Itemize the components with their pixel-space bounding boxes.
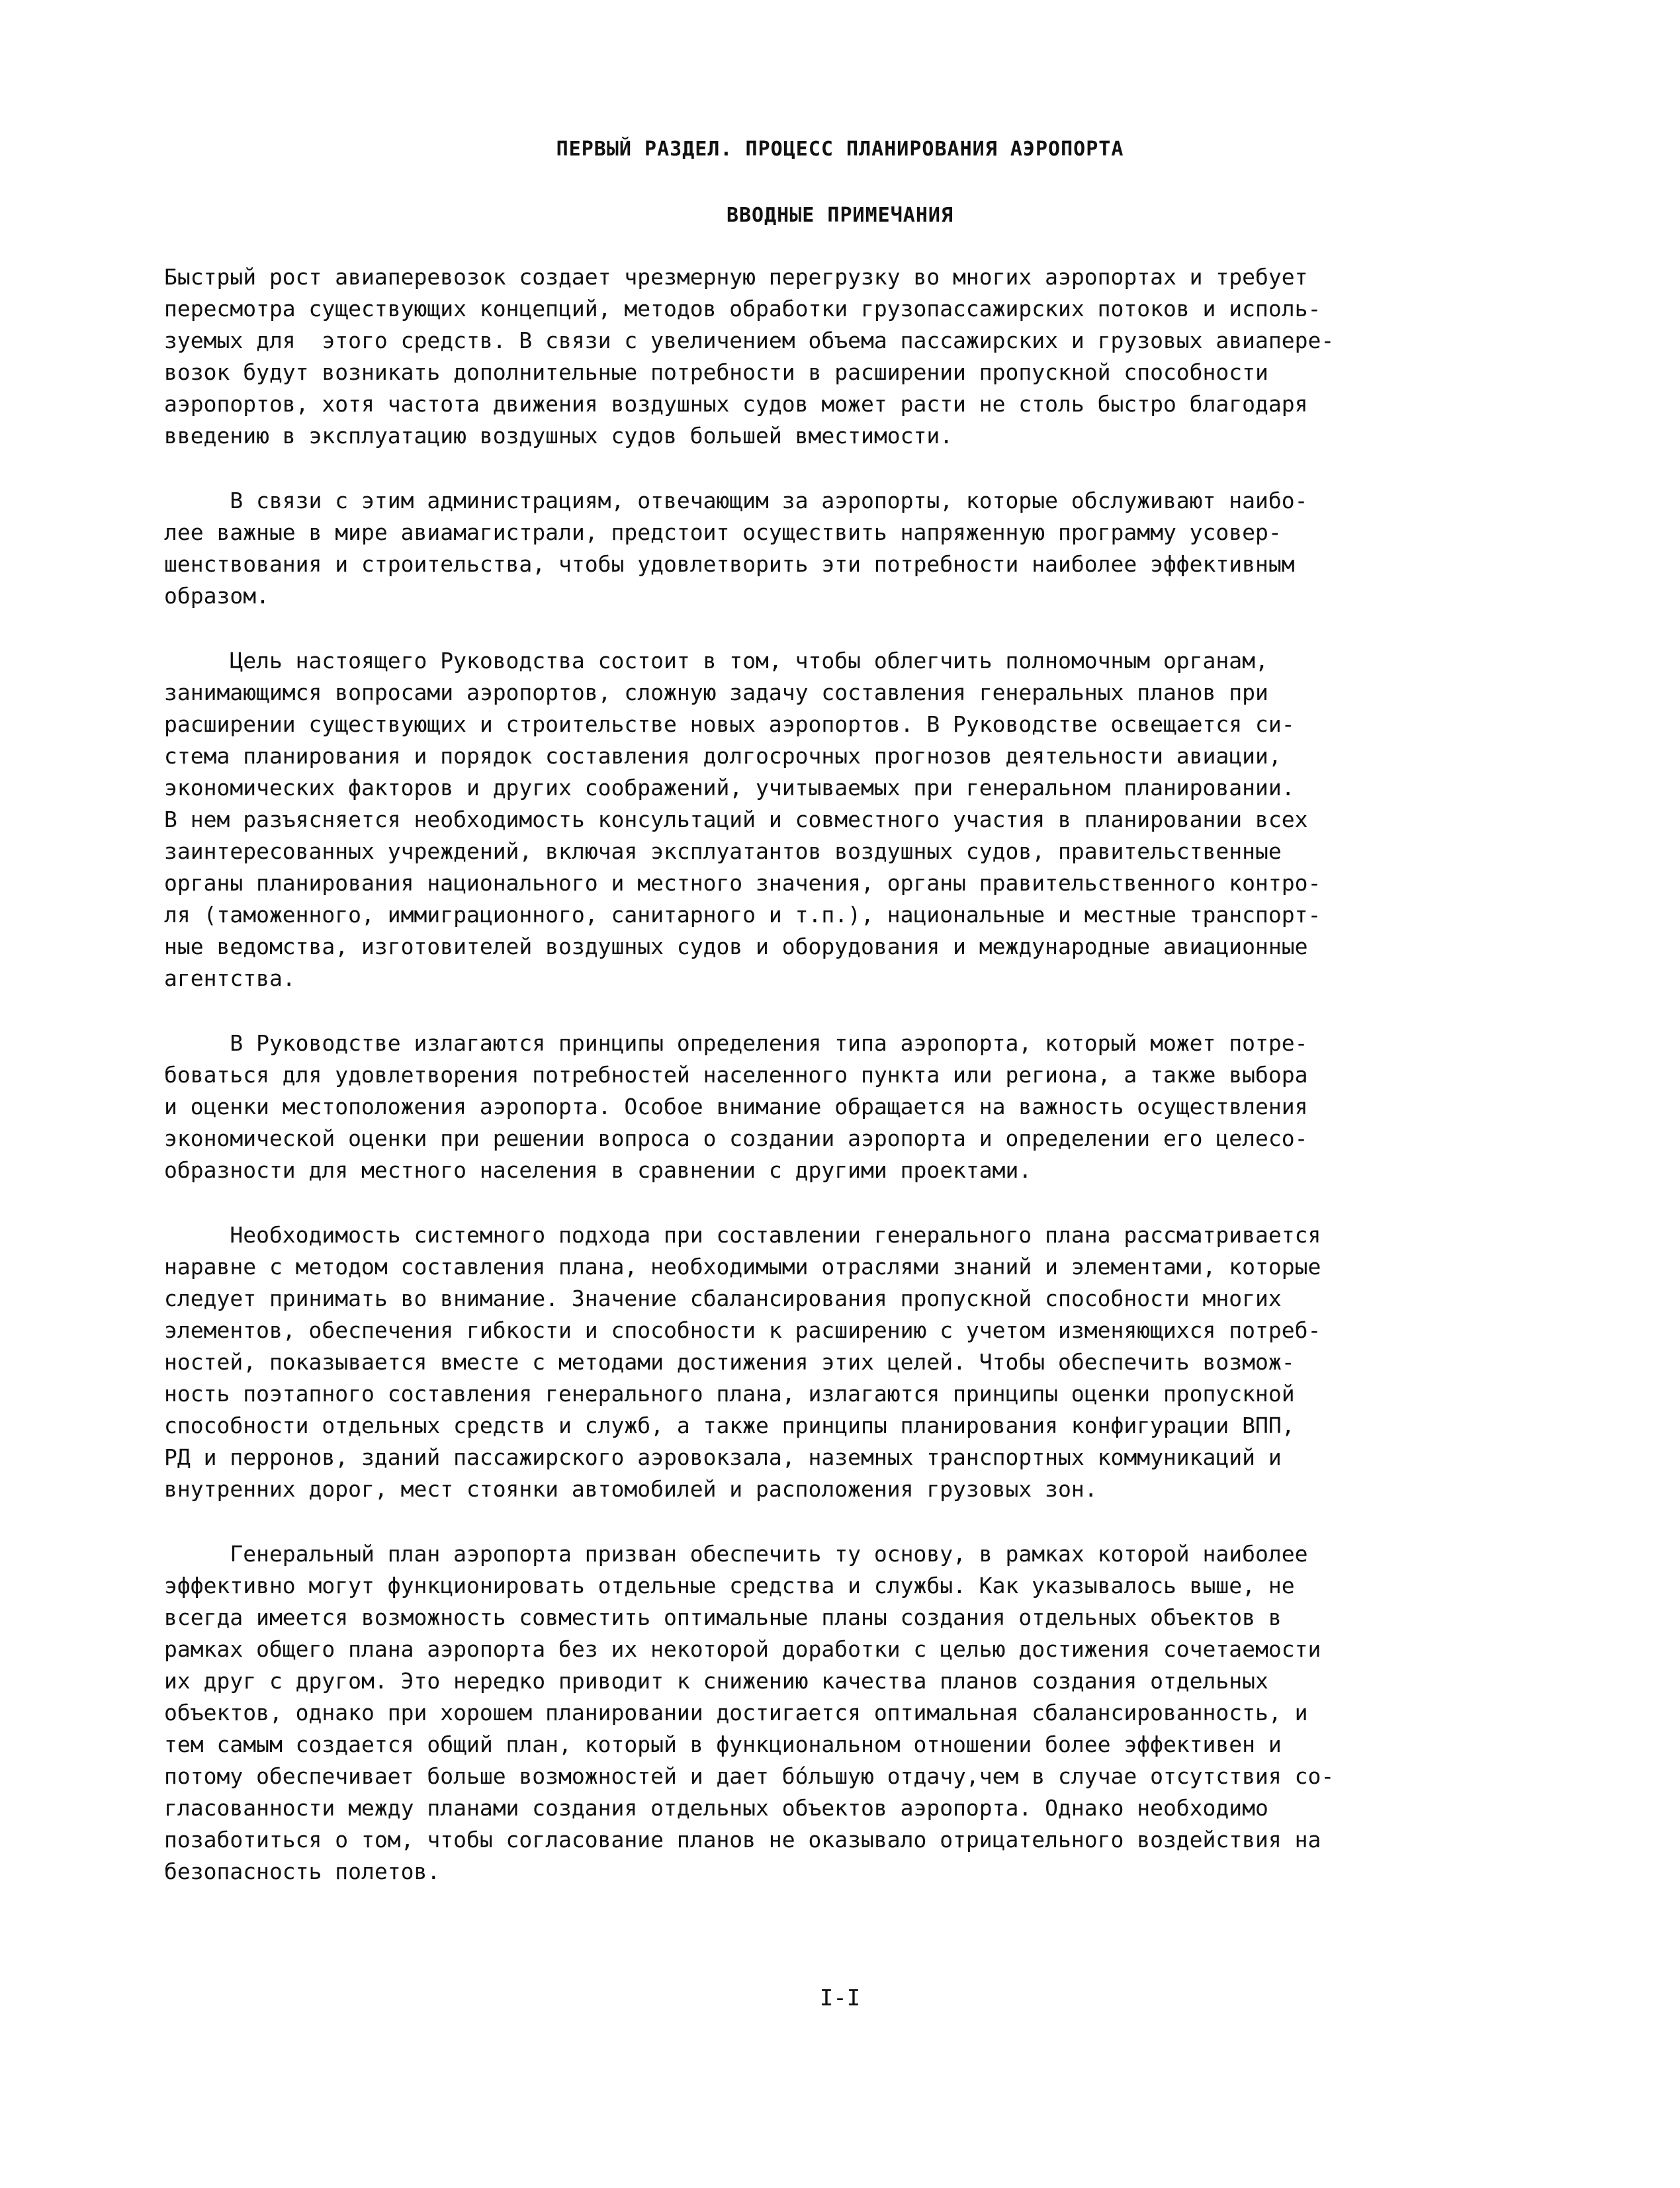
text-line: способности отдельных средств и служб, а также принципы планирования конфигурации ВПП,	[164, 1413, 1295, 1438]
text-line: боваться для удовлетворения потребностей населенного пункта или региона, а также выбора	[164, 1062, 1308, 1088]
text-line: агентства.	[164, 965, 296, 991]
text-line: ность поэтапного составления генерального плана, излагаются принципы оценки пропускной	[164, 1381, 1295, 1407]
text-line: зуемых для этого средств. В связи с увеличением объема пассажирских и грузовых авиапере-	[164, 328, 1335, 353]
text-line: Генеральный план аэропорта призван обеспечить ту основу, в рамках которой наиболее	[164, 1541, 1308, 1567]
text-line: ля (таможенного, иммиграционного, санитарного и т.п.), национальные и местные транспорт-	[164, 902, 1321, 928]
text-line: безопасность полетов.	[164, 1859, 441, 1884]
text-line: элементов, обеспечения гибкости и способности к расширению с учетом изменяющихся потреб-	[164, 1317, 1321, 1343]
text-line: органы планирования национального и местного значения, органы правительственного контро-	[164, 870, 1321, 896]
text-line: аэропортов, хотя частота движения воздушных судов может расти не столь быстро благодаря	[164, 391, 1308, 417]
text-line: введению в эксплуатацию воздушных судов большей вместимости.	[164, 423, 953, 449]
text-line: и оценки местоположения аэропорта. Особое внимание обращается на важность осуществления	[164, 1094, 1308, 1119]
paragraph	[164, 1028, 1560, 1186]
text-line: заинтересованных учреждений, включая эксплуатантов воздушных судов, правительственные	[164, 838, 1282, 864]
text-line: внутренних дорог, мест стоянки автомобилей и расположения грузовых зон.	[164, 1476, 1098, 1502]
body-text	[164, 261, 1560, 1921]
text-line: шенствования и строительства, чтобы удовлетворить эти потребности наиболее эффективным	[164, 551, 1295, 577]
text-line: В Руководстве излагаются принципы определения типа аэропорта, который может потре-	[164, 1030, 1308, 1056]
text-line: наравне с методом составления плана, необходимыми отраслями знаний и элементами, которые	[164, 1254, 1321, 1280]
text-line: позаботиться о том, чтобы согласование планов не оказывало отрицательного воздействия на	[164, 1827, 1321, 1853]
section-subtitle: ВВОДНЫЕ ПРИМЕЧАНИЯ	[726, 204, 954, 227]
text-line: лее важные в мире авиамагистрали, предстоит осуществить напряженную программу усовер-	[164, 519, 1282, 545]
text-line: гласованности между планами создания отдельных объектов аэропорта. Однако необходимо	[164, 1795, 1268, 1821]
text-line: следует принимать во внимание. Значение сбалансирования пропускной способности многих	[164, 1286, 1282, 1311]
text-line: всегда имеется возможность совместить оптимальные планы создания отдельных объектов в	[164, 1604, 1282, 1630]
text-line: ные ведомства, изготовителей воздушных судов и оборудования и международные авиационные	[164, 934, 1308, 959]
text-line: В нем разъясняется необходимость консультаций и совместного участия в планировании всех	[164, 807, 1308, 832]
text-line: эффективно могут функционировать отдельные средства и службы. Как указывалось выше, не	[164, 1573, 1295, 1598]
text-line: тем самым создается общий план, который в функциональном отношении более эффективен и	[164, 1731, 1282, 1757]
text-line: пересмотра существующих концепций, методов обработки грузопассажирских потоков и исполь-	[164, 296, 1321, 322]
text-line: потому обеспечивает больше возможностей и дает бо́льшую отдачу,чем в случае отсутствия со-	[164, 1763, 1335, 1789]
paragraph	[164, 1538, 1560, 1888]
text-line: РД и перронов, зданий пассажирского аэровокзала, наземных транспортных коммуникаций и	[164, 1444, 1282, 1470]
text-line: стема планирования и порядок составления долгосрочных прогнозов деятельности авиации,	[164, 743, 1282, 769]
text-line: Быстрый рост авиаперевозок создает чрезмерную перегрузку во многих аэропортах и требует	[164, 264, 1308, 290]
text-line: занимающимся вопросами аэропортов, сложную задачу составления генеральных планов при	[164, 679, 1268, 705]
text-line: образности для местного населения в сравнении с другими проектами.	[164, 1157, 1032, 1183]
text-line: рамках общего плана аэропорта без их некоторой доработки с целью достижения сочетаемости	[164, 1636, 1321, 1662]
text-line: возок будут возникать дополнительные потребности в расширении пропускной способности	[164, 359, 1268, 385]
paragraph	[164, 485, 1560, 612]
text-line: экономической оценки при решении вопроса о создании аэропорта и определении его целесо-	[164, 1125, 1308, 1151]
paragraph	[164, 261, 1560, 452]
paragraph	[164, 645, 1560, 994]
text-line: Цель настоящего Руководства состоит в том, чтобы облегчить полномочным органам,	[164, 648, 1268, 674]
text-line: ностей, показывается вместе с методами достижения этих целей. Чтобы обеспечить возмож-	[164, 1349, 1295, 1375]
text-line: В связи с этим администрациям, отвечающим за аэропорты, которые обслуживают наибо-	[164, 488, 1308, 513]
text-line: расширении существующих и строительстве новых аэропортов. В Руководстве освещается си-	[164, 711, 1295, 737]
text-line: Необходимость системного подхода при составлении генерального плана рассматривается	[164, 1222, 1321, 1248]
text-line: экономических факторов и других соображений, учитываемых при генеральном планировании.	[164, 775, 1295, 801]
paragraph	[164, 1219, 1560, 1505]
text-line: образом.	[164, 583, 269, 609]
page-number: I-I	[819, 1985, 861, 2011]
text-line: объектов, однако при хорошем планировании достигается оптимальная сбалансированность, и	[164, 1700, 1308, 1726]
page-title: ПЕРВЫЙ РАЗДЕЛ. ПРОЦЕСС ПЛАНИРОВАНИЯ АЭРОПОРТА	[556, 138, 1124, 161]
text-line: их друг с другом. Это нередко приводит к снижению качества планов создания отдельных	[164, 1668, 1268, 1694]
